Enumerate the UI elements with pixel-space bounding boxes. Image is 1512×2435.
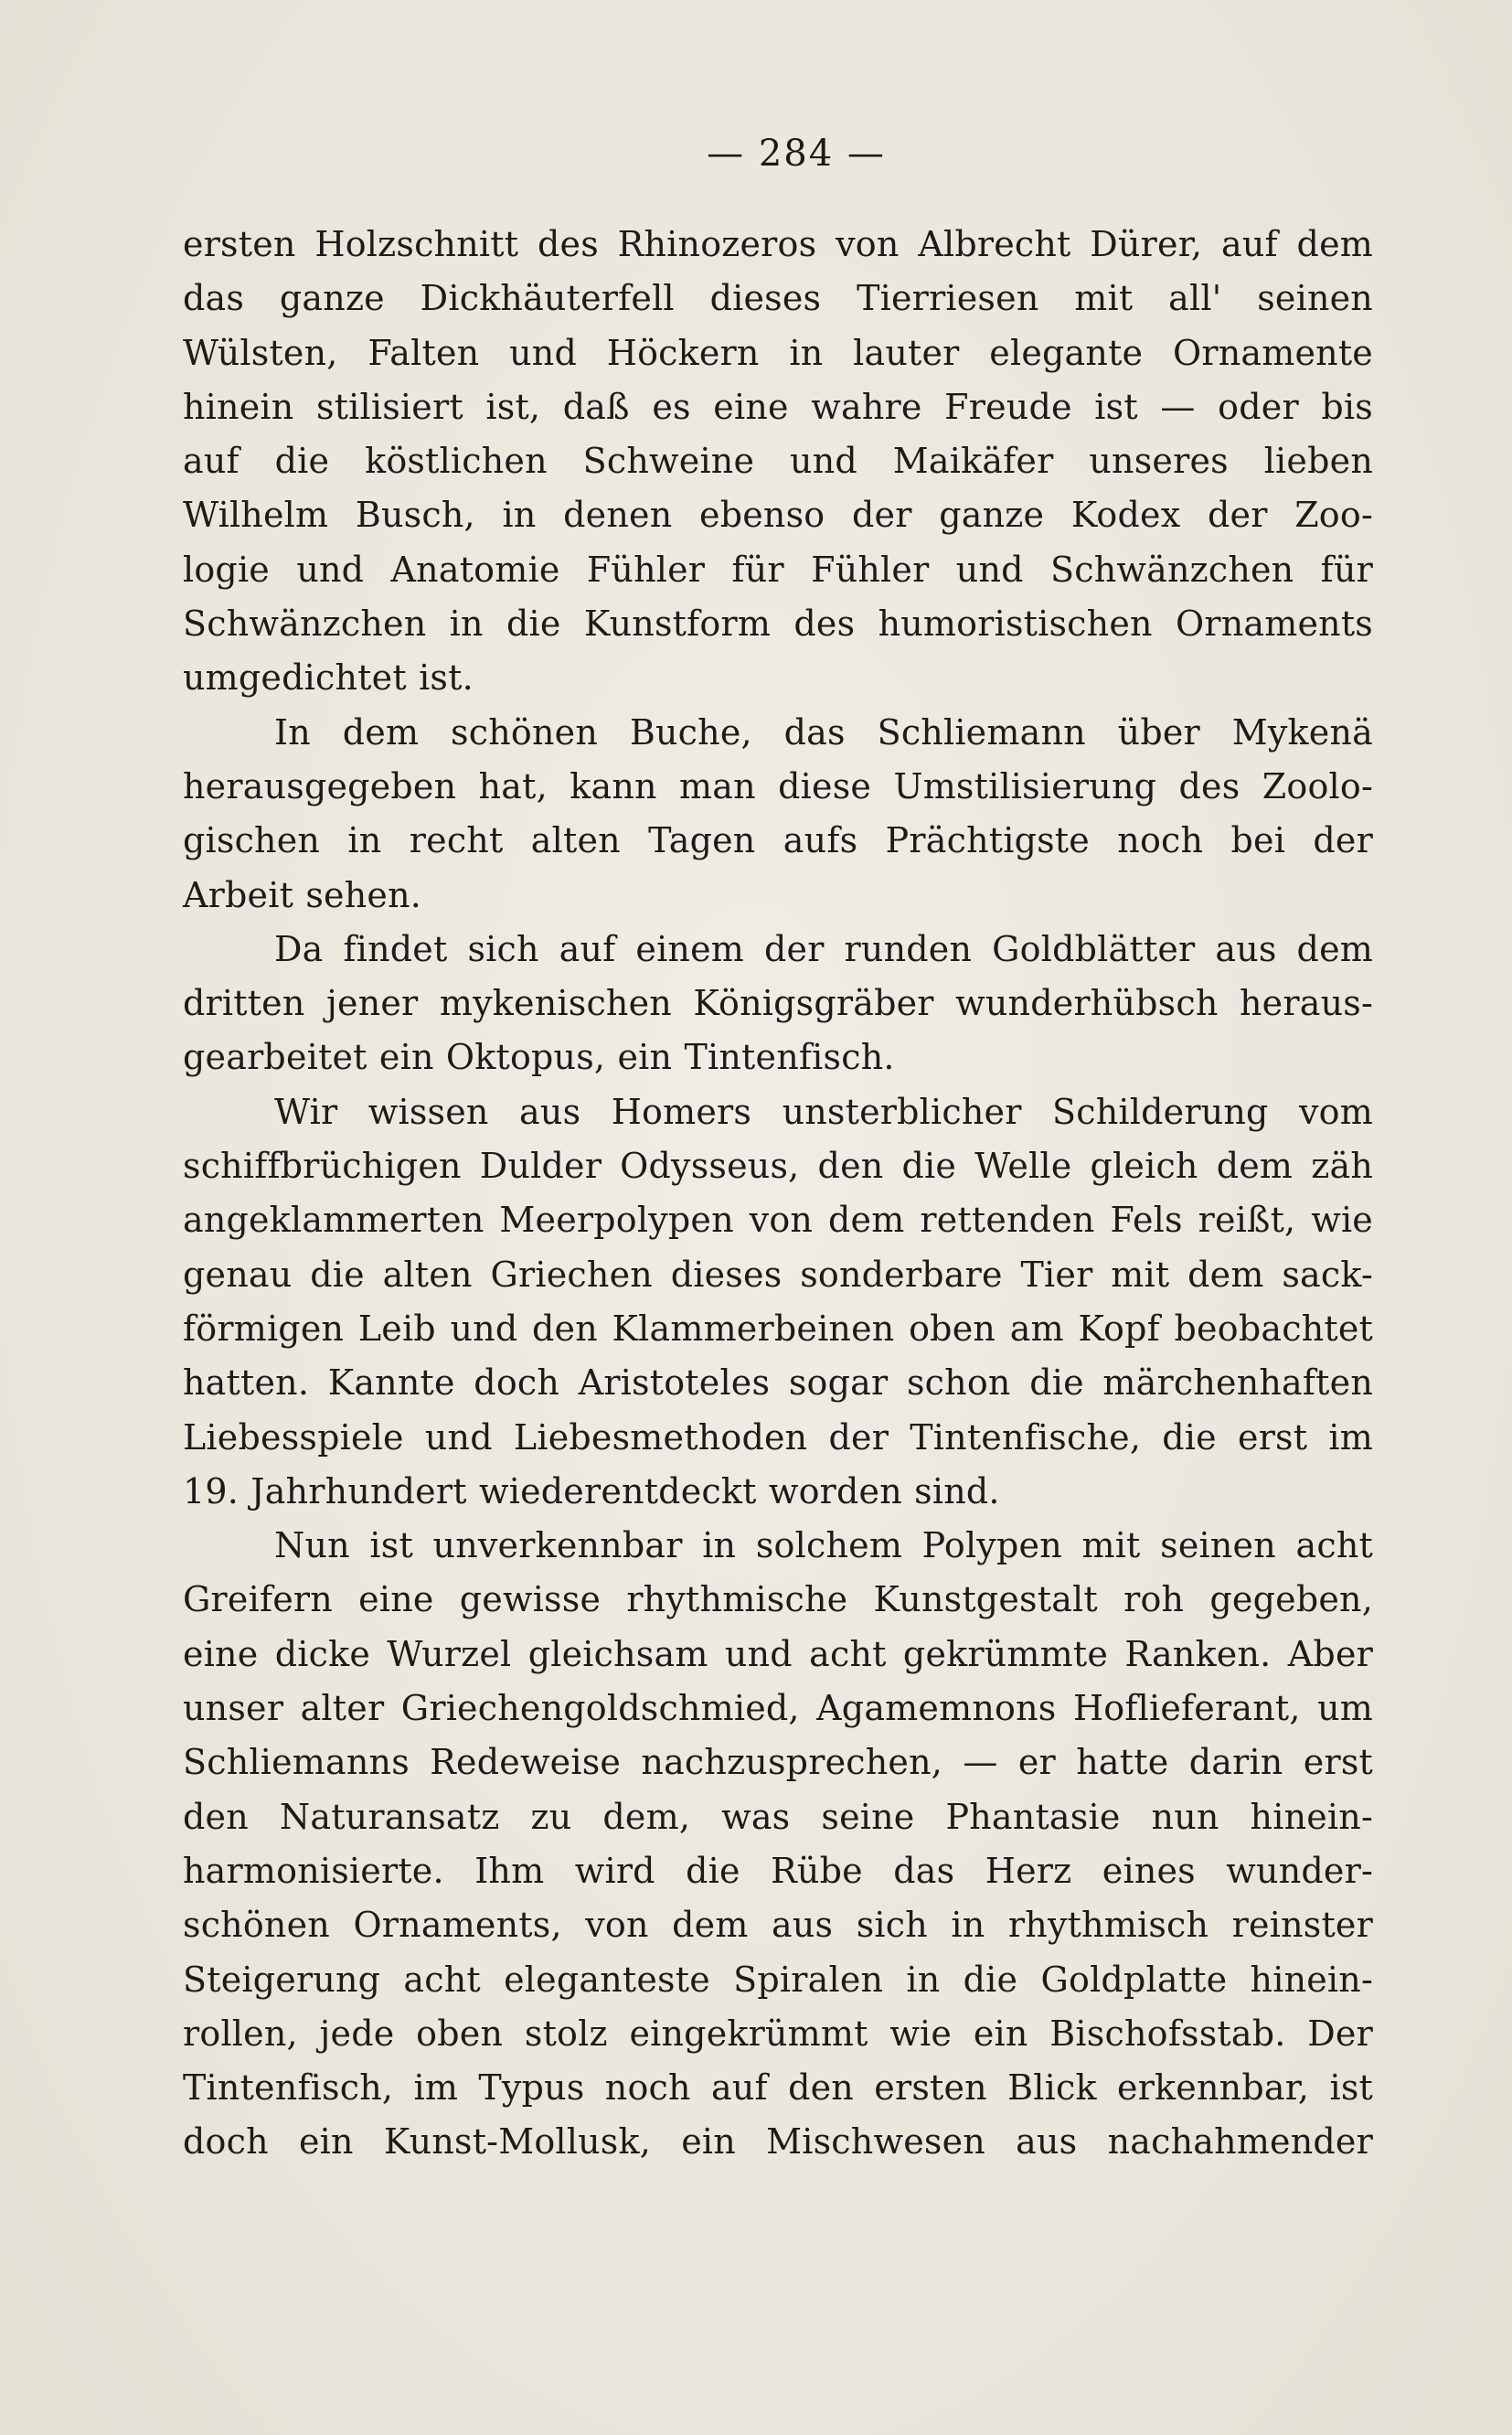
text-line: förmigen Leib und den Klammerbeinen oben am Kopf beobachtet [183, 1308, 1373, 1349]
text-line: rollen, jede oben stolz eingekrümmt wie ein Bischofsstab. Der [183, 2013, 1373, 2054]
text-line: eine dicke Wurzel gleichsam und acht gekrümmte Ranken. Aber [183, 1633, 1373, 1674]
text-line: auf die köstlichen Schweine und Maikäfer unseres lieben [183, 441, 1373, 482]
text-line: gearbeitet ein Oktopus, ein Tintenfisch. [183, 1037, 895, 1078]
text-line: umgedichtet ist. [183, 657, 474, 699]
text-line: Da findet sich auf einem der runden Goldblätter aus dem [274, 928, 1373, 969]
text-line: hinein stilisiert ist, daß es eine wahre Freude ist — oder bis [183, 386, 1373, 427]
text-line: hatten. Kannte doch Aristoteles sogar schon die märchenhaften [183, 1362, 1373, 1404]
text-line: Wir wissen aus Homers unsterblicher Schilderung vom [274, 1091, 1373, 1132]
text-line: herausgegeben hat, kann man diese Umstilisierung des Zoolo- [183, 765, 1373, 806]
text-line: Steigerung acht eleganteste Spiralen in die Goldplatte hinein- [183, 1959, 1373, 2000]
text-line: harmonisierte. Ihm wird die Rübe das Herz eines wunder- [183, 1850, 1373, 1891]
text-line: Liebesspiele und Liebesmethoden der Tintenfische, die erst im [183, 1416, 1373, 1458]
text-line: Arbeit sehen. [183, 874, 422, 915]
paragraph [183, 218, 1373, 706]
text-line: Tintenfisch, im Typus noch auf den ersten Blick erkennbar, ist [183, 2067, 1373, 2109]
page-number: — 284 — [707, 133, 886, 175]
paragraph [183, 1519, 1373, 2170]
text-line: doch ein Kunst-Mollusk, ein Mischwesen aus nachahmender [183, 2121, 1373, 2163]
text-line: In dem schönen Buche, das Schliemann über Mykenä [274, 711, 1373, 753]
text-line: 19. Jahrhundert wiederentdeckt worden sind. [183, 1470, 1000, 1511]
text-line: angeklammerten Meerpolypen von dem rettenden Fels reißt, wie [183, 1200, 1373, 1241]
text-line: Nun ist unverkennbar in solchem Polypen mit seinen acht [274, 1525, 1373, 1566]
paragraph [183, 706, 1373, 923]
text-line: den Naturansatz zu dem, was seine Phantasie nun hinein- [183, 1796, 1373, 1837]
text-line: Greifern eine gewisse rhythmische Kunstgestalt roh gegeben, [183, 1579, 1373, 1620]
text-line: das ganze Dickhäuterfell dieses Tierriesen mit all' seinen [183, 278, 1373, 319]
text-line: dritten jener mykenischen Königsgräber wunderhübsch heraus- [183, 983, 1373, 1024]
text-line: ersten Holzschnitt des Rhinozeros von Albrecht Dürer, auf dem [183, 224, 1373, 264]
text-line: Schwänzchen in die Kunstform des humoristischen Ornaments [183, 603, 1373, 645]
text-line: genau die alten Griechen dieses sonderbare Tier mit dem sack- [183, 1254, 1373, 1295]
paragraph [183, 923, 1373, 1085]
text-line: logie und Anatomie Fühler für Fühler und Schwänzchen für [183, 549, 1373, 590]
text-line: unser alter Griechengoldschmied, Agamemnons Hoflieferant, um [183, 1688, 1373, 1729]
text-line: Schliemanns Redeweise nachzusprechen, — er hatte darin erst [183, 1742, 1373, 1783]
text-line: Wilhelm Busch, in denen ebenso der ganze Kodex der Zoo- [183, 495, 1373, 536]
body-text [183, 218, 1373, 2170]
book-page [183, 128, 1373, 2377]
text-line: Wülsten, Falten und Höckern in lauter elegante Ornamente [183, 332, 1373, 373]
text-line: schönen Ornaments, von dem aus sich in rhythmisch reinster [183, 1905, 1373, 1946]
text-line: schiffbrüchigen Dulder Odysseus, den die Welle gleich dem zäh [183, 1146, 1373, 1187]
paragraph [183, 1085, 1373, 1519]
text-line: gischen in recht alten Tagen aufs Prächtigste noch bei der [183, 820, 1373, 861]
